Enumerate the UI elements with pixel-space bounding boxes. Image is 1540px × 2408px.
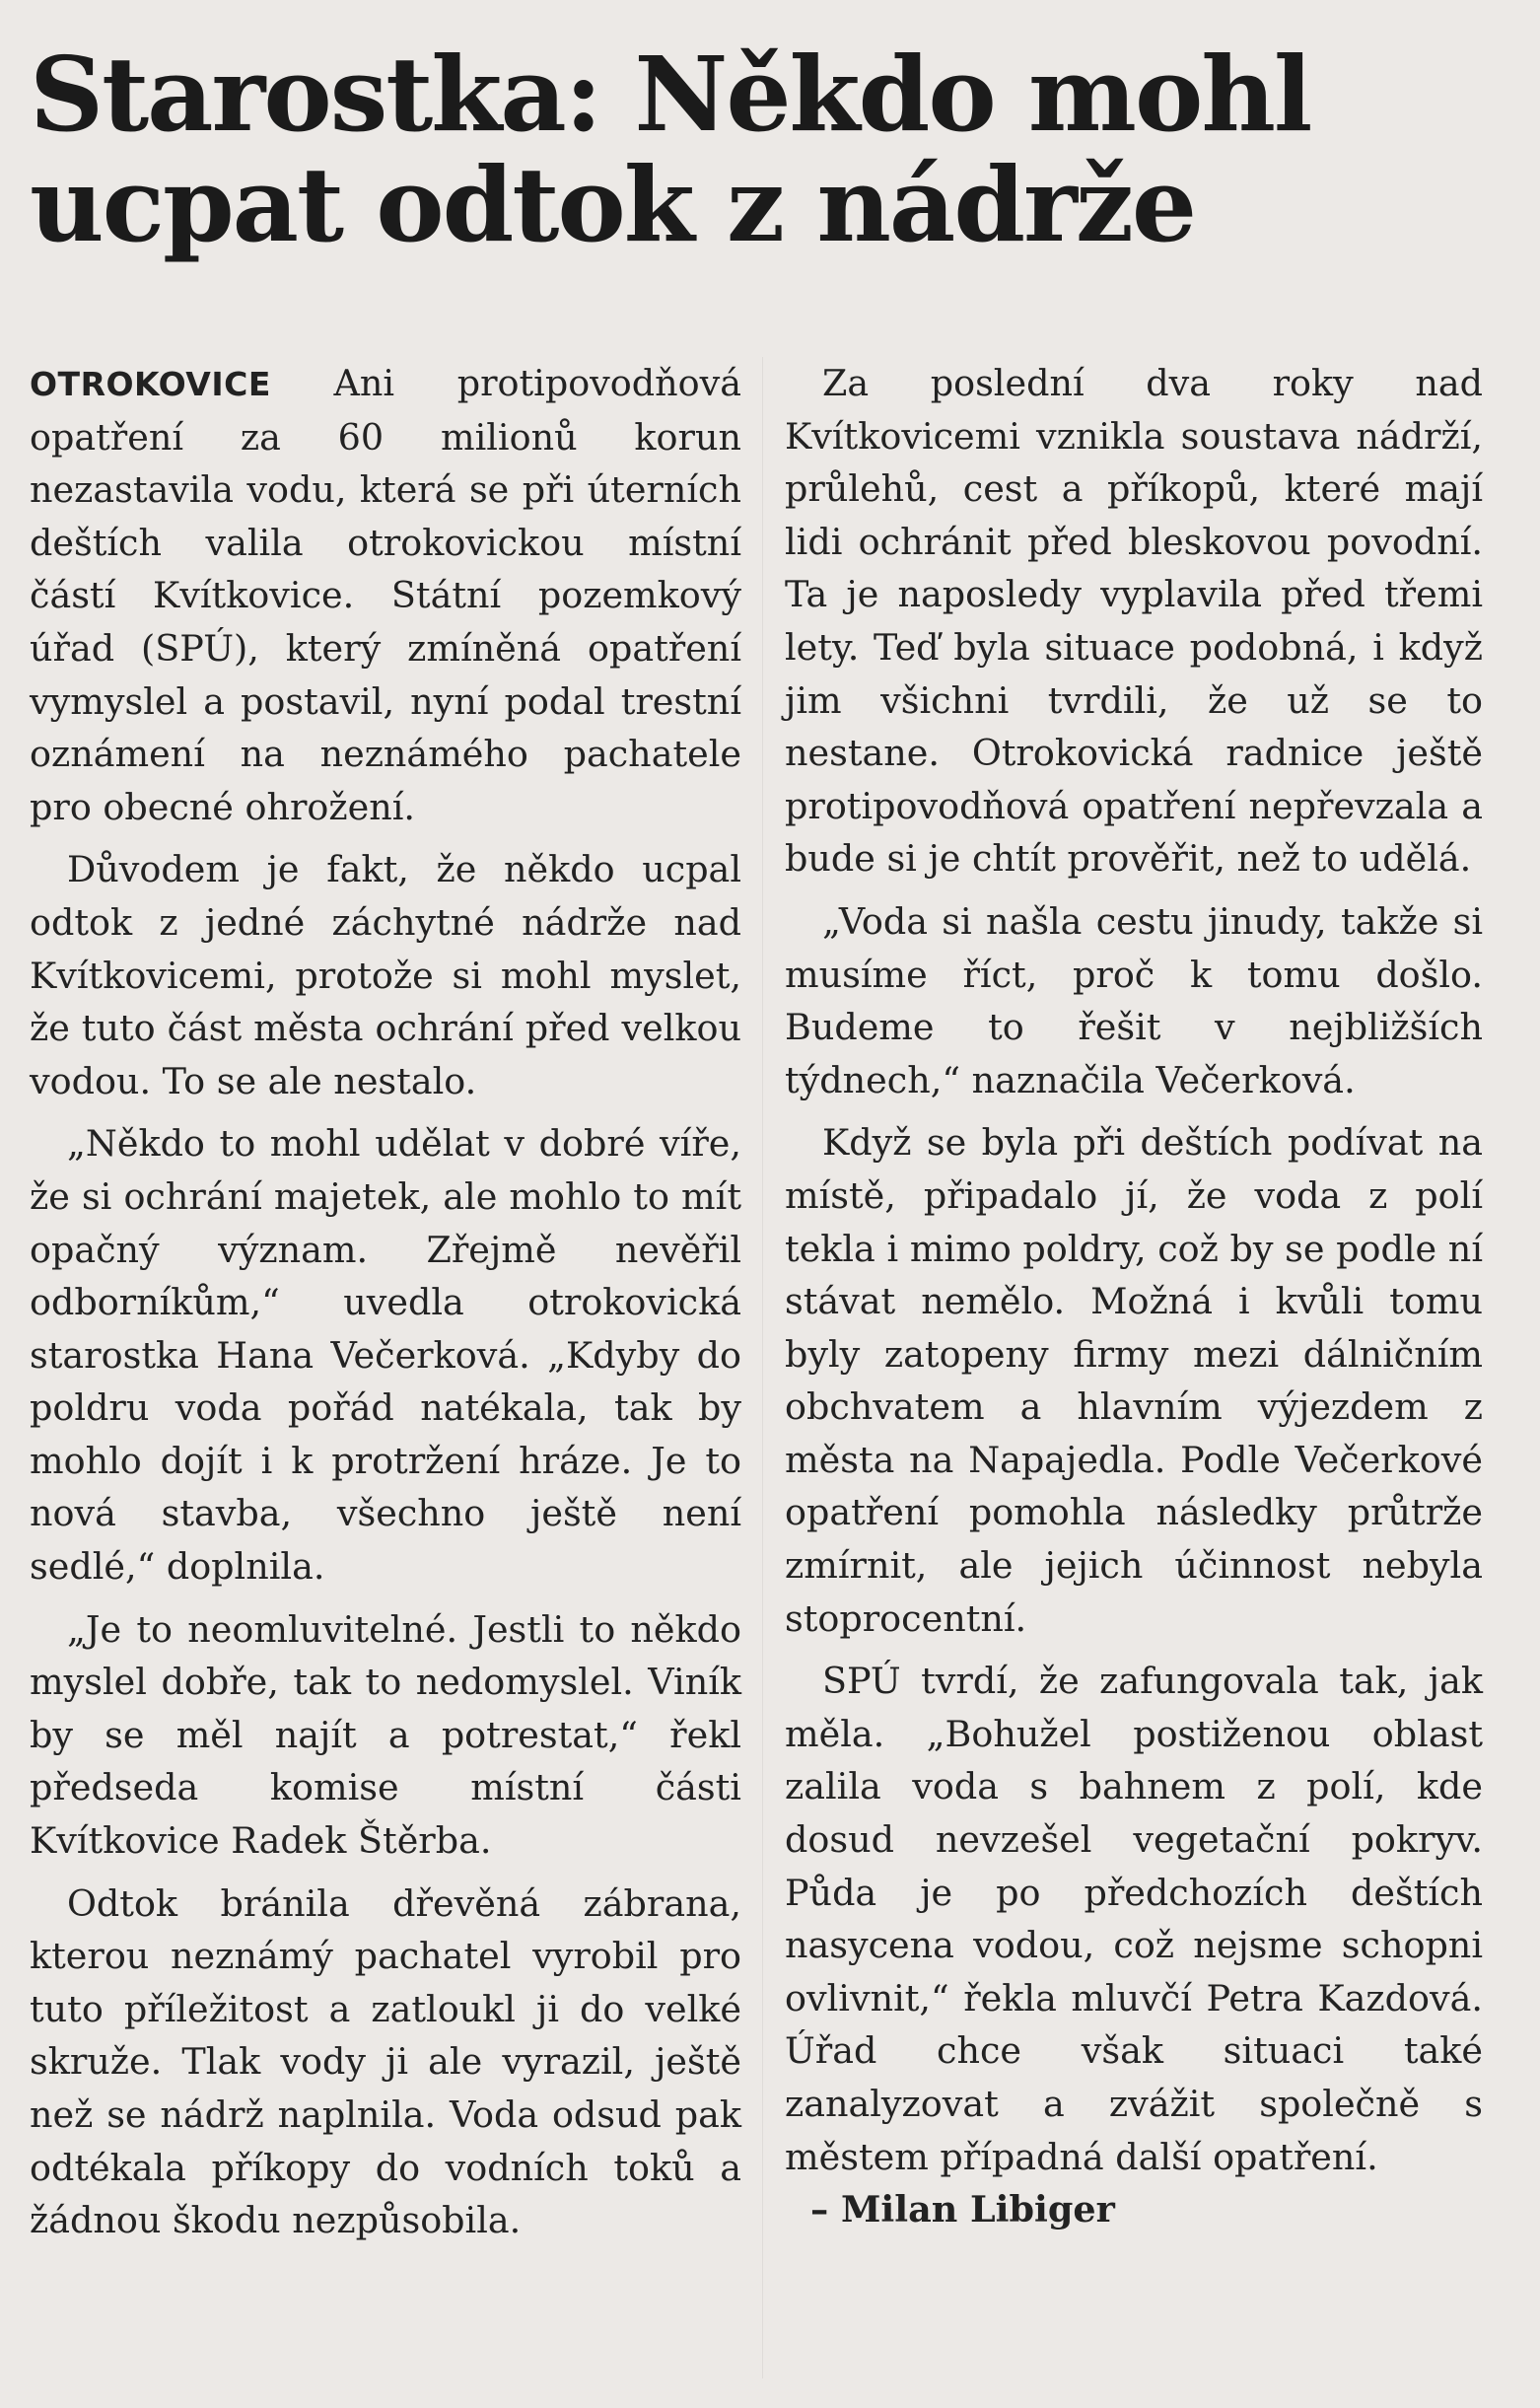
lead-paragraph (30, 357, 741, 833)
paragraph: „Někdo to mohl udělat v dobré víře, že si ochrání majetek, ale mohlo to mít opačný význam. Zřejmě nevěřil odborníkům,“ uvedla otrokovická starostka Hana Večerková. „Kdyby do poldru voda pořád natékala, tak by mohlo dojít i k protržení hráze. Je to nová stavba, všechno ještě není sedlé,“ doplnila. (30, 1122, 741, 1589)
article-column-right (785, 357, 1483, 2236)
headline-line-1: Starostka: Někdo mohl (30, 34, 1311, 155)
paragraph: „Voda si našla cestu jinudy, takže si musíme říct, proč k tomu došlo. Budeme to řešit v nejbližších týdnech,“ naznačila Večerková. (785, 899, 1483, 1101)
article-column-left (30, 357, 741, 2247)
paragraph: „Je to neomluvitelné. Jestli to někdo myslel dobře, tak to nedomyslel. Viník by se měl najít a potrestat,“ řekl předseda komise místní části Kvítkovice Radek Štěrba. (30, 1607, 741, 1863)
column-divider (762, 357, 763, 2378)
paragraph: Důvodem je fakt, že někdo ucpal odtok z jedné záchytné nádrže nad Kvítkovicemi, protože si mohl myslet, že tuto část města ochrání před velkou vodou. To se ale nestalo. (30, 848, 741, 1102)
paragraph: Odtok bránila dřevěná zábrana, kterou neznámý pachatel vyrobil pro tuto příležitost a zatloukl ji do velké skruže. Tlak vody ji ale vyrazil, ještě než se nádrž naplnila. Voda odsud pak odtékala příkopy do vodních toků a žádnou škodu nezpůsobila. (30, 1881, 741, 2242)
paragraph: SPÚ tvrdí, že zafungovala tak, jak měla. „Bohužel postiženou oblast zalila voda s bahnem z polí, kde dosud nevzešel vegetační pokryv. Půda je po předchozích deštích nasycena vodou, což nejsme schopni ovlivnit,“ řekla mluvčí Petra Kazdová. Úřad chce však situaci také zanalyzovat a zvážit společně s městem případná další opatření. (785, 1660, 1483, 2178)
dateline: OTROKOVICE (30, 365, 271, 403)
lead-paragraph-text: Ani protipovodňová opatření za 60 milionů korun nezastavila vodu, která se při úterních deštích valila otrokovickou místní částí Kvítkovice. Státní pozemkový úřad (SPÚ), který zmíněná opatření vymyslel a postavil, nyní podal trestní oznámení na neznámého pachatele pro obecné ohrožení. (30, 362, 742, 828)
headline-line-2: ucpat odtok z nádrže (30, 144, 1196, 265)
paragraph: Za poslední dva roky nad Kvítkovicemi vznikla soustava nádrží, průlehů, cest a příkopů, které mají lidi ochránit před bleskovou povodní. Ta je naposledy vyplavila před třemi lety. Teď byla situace podobná, i když jim všichni tvrdili, že už se to nestane. Otrokovická radnice ještě protipovodňová opatření nepřevzala a bude si je chtít prověřit, než to udělá. (785, 362, 1483, 881)
byline: – Milan Libiger (810, 2188, 1115, 2231)
headline (30, 34, 1311, 265)
paragraph: Když se byla při deštích podívat na místě, připadalo jí, že voda z polí tekla i mimo poldry, což by se podle ní stávat nemělo. Možná i kvůli tomu byly zatopeny firmy mezi dálničním obchvatem a hlavním výjezdem z města na Napajedla. Podle Večerkové opatření pomohla následky průtrže zmírnit, ale jejich účinnost nebyla stoprocentní. (785, 1121, 1483, 1640)
